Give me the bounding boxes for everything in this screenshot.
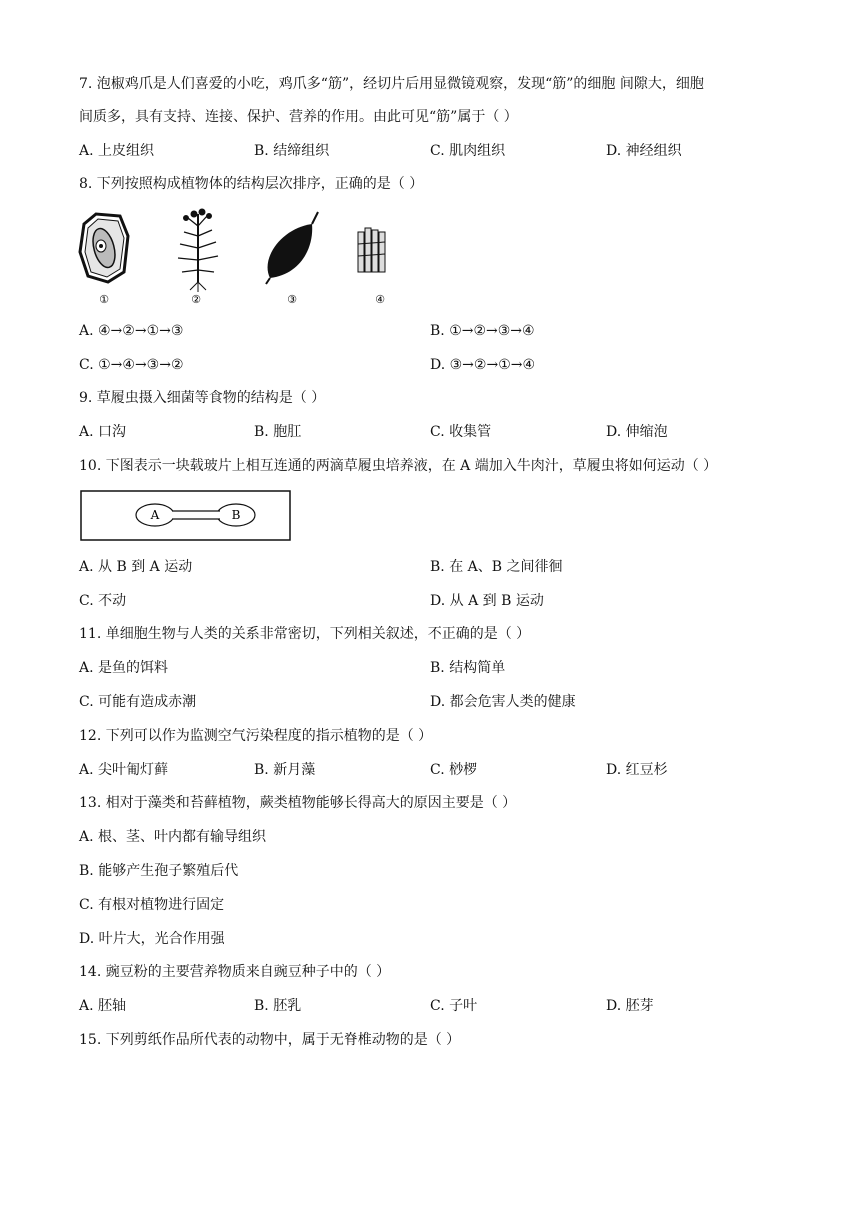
q7-stem-line1: 7. 泡椒鸡爪是人们喜爱的小吃，鸡爪多“筋”，经切片后用显微镜观察，发现“筋”的细胞 间隙大，细胞 <box>79 76 704 92</box>
q11-option-b: B. 结构简单 <box>430 660 506 676</box>
q8-label-2: ② <box>191 293 201 306</box>
q7-option-a: A. 上皮组织 <box>79 143 155 159</box>
q11-option-d: D. 都会危害人类的健康 <box>430 694 576 710</box>
q9-option-a: A. 口沟 <box>79 424 127 440</box>
q8-option-a: A. ④→②→①→③ <box>79 323 184 339</box>
q7-option-b: B. 结缔组织 <box>254 143 330 159</box>
q14-option-c: C. 子叶 <box>430 998 478 1014</box>
q13-option-c: C. 有根对植物进行固定 <box>79 897 225 913</box>
q14-option-a: A. 胚轴 <box>79 998 127 1014</box>
q8-option-c: C. ①→④→③→② <box>79 357 184 373</box>
q9-option-b: B. 胞肛 <box>254 424 302 440</box>
q8-label-3: ③ <box>287 293 297 306</box>
q12-option-d: D. 红豆杉 <box>606 762 668 778</box>
q14-option-b: B. 胚乳 <box>254 998 302 1014</box>
q8-label-1: ① <box>99 293 109 306</box>
q8-figure <box>76 206 436 310</box>
q10-slide-figure <box>80 490 292 542</box>
q10-label-a: A <box>150 508 160 522</box>
q12-stem: 12. 下列可以作为监测空气污染程度的指示植物的是（ ） <box>79 728 433 744</box>
leaf-image <box>266 212 318 284</box>
q14-stem: 14. 豌豆粉的主要营养物质来自豌豆种子中的（ ） <box>79 964 391 980</box>
q11-option-a: A. 是鱼的饵料 <box>79 660 169 676</box>
q10-stem: 10. 下图表示一块载玻片上相互连通的两滴草履虫培养液，在 A 端加入牛肉汁，草履虫将如何运动（ ） <box>79 458 718 474</box>
q10-option-b: B. 在 A、B 之间徘徊 <box>430 559 563 575</box>
q8-label-4: ④ <box>375 293 385 306</box>
q7-option-d: D. 神经组织 <box>606 143 682 159</box>
q13-option-d: D. 叶片大，光合作用强 <box>79 931 225 947</box>
q11-stem: 11. 单细胞生物与人类的关系非常密切，下列相关叙述，不正确的是（ ） <box>79 626 531 642</box>
q8-option-d: D. ③→②→①→④ <box>430 357 536 373</box>
q9-option-c: C. 收集管 <box>430 424 492 440</box>
q8-figure-svg <box>76 206 436 310</box>
tissue-image <box>358 228 385 272</box>
q9-stem: 9. 草履虫摄入细菌等食物的结构是（ ） <box>79 390 326 406</box>
q7-stem-line2: 间质多，具有支持、连接、保护、营养的作用。由此可见“筋”属于（ ） <box>79 109 518 125</box>
plant-cell-image <box>80 214 128 282</box>
q13-option-a: A. 根、茎、叶内都有输导组织 <box>79 829 267 845</box>
q8-option-b: B. ①→②→③→④ <box>430 323 535 339</box>
q10-option-c: C. 不动 <box>79 593 127 609</box>
q14-option-d: D. 胚芽 <box>606 998 654 1014</box>
q10-option-a: A. 从 B 到 A 运动 <box>79 559 193 575</box>
whole-plant-image <box>178 209 218 292</box>
q7-option-c: C. 肌肉组织 <box>430 143 506 159</box>
q12-option-c: C. 桫椤 <box>430 762 478 778</box>
q10-slide-svg <box>80 490 292 542</box>
q9-option-d: D. 伸缩泡 <box>606 424 668 440</box>
q15-stem: 15. 下列剪纸作品所代表的动物中，属于无脊椎动物的是（ ） <box>79 1032 461 1048</box>
q12-option-b: B. 新月藻 <box>254 762 316 778</box>
q11-option-c: C. 可能有造成赤潮 <box>79 694 197 710</box>
q13-stem: 13. 相对于藻类和苔藓植物，蕨类植物能够长得高大的原因主要是（ ） <box>79 795 517 811</box>
q8-stem: 8. 下列按照构成植物体的结构层次排序，正确的是（ ） <box>79 176 424 192</box>
q12-option-a: A. 尖叶匍灯藓 <box>79 762 169 778</box>
q13-option-b: B. 能够产生孢子繁殖后代 <box>79 863 239 879</box>
q10-option-d: D. 从 A 到 B 运动 <box>430 593 544 609</box>
q10-label-b: B <box>231 508 241 522</box>
